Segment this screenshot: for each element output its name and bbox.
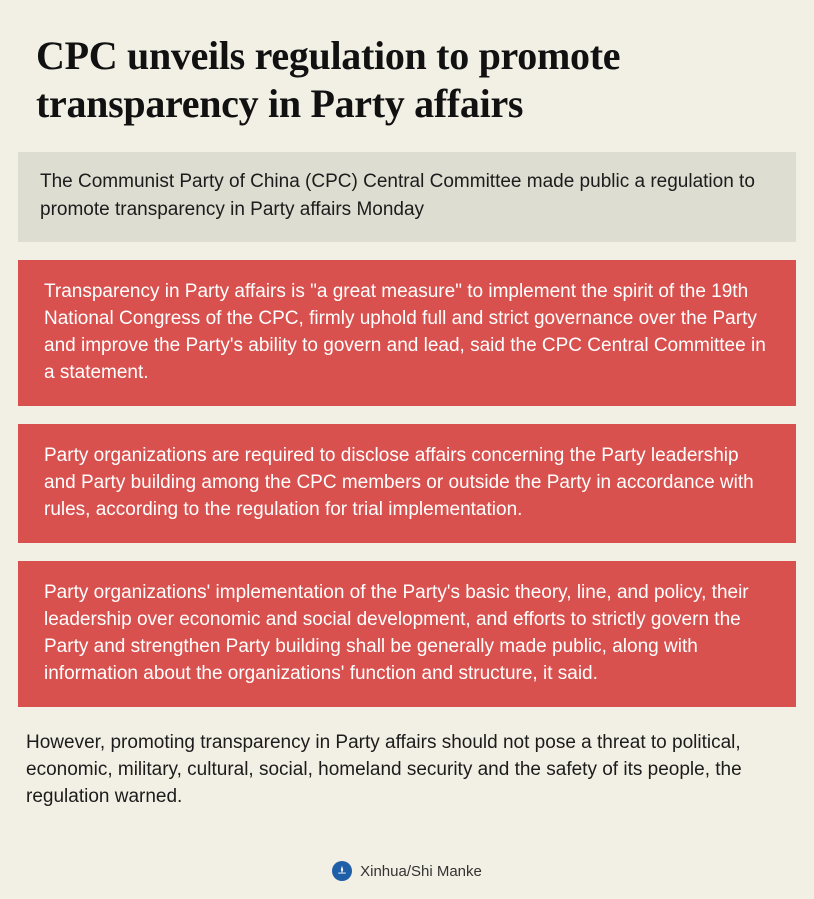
highlight-block-2: Party organizations are required to disclose affairs concerning the Party leadership and Party building among the CPC members or outside the Party in accordance with rules, according to the regulation for trial implementation. xyxy=(18,424,796,543)
page-title: CPC unveils regulation to promote transparency in Party affairs xyxy=(36,33,621,126)
xinhua-logo-icon xyxy=(332,861,352,881)
credit-bar xyxy=(0,861,814,881)
highlight-block-3: Party organizations' implementation of the Party's basic theory, line, and policy, their leadership over economic and social development, and efforts to strictly govern the Party and strengthen Party building shall be generally made public, along with information about the organizations' function and structure, it said. xyxy=(18,561,796,707)
highlight-block-1: Transparency in Party affairs is "a great measure" to implement the spirit of the 19th National Congress of the CPC, firmly uphold full and strict governance over the Party and improve the Party's ability to govern and lead, said the CPC Central Committee in a statement. xyxy=(18,260,796,406)
intro-summary: The Communist Party of China (CPC) Central Committee made public a regulation to promote transparency in Party affairs Monday xyxy=(18,152,796,242)
closing-paragraph: However, promoting transparency in Party affairs should not pose a threat to political, economic, military, cultural, social, homeland security and the safety of its people, the regulation warned. xyxy=(26,732,742,807)
credit-text: Xinhua/Shi Manke xyxy=(360,862,482,880)
